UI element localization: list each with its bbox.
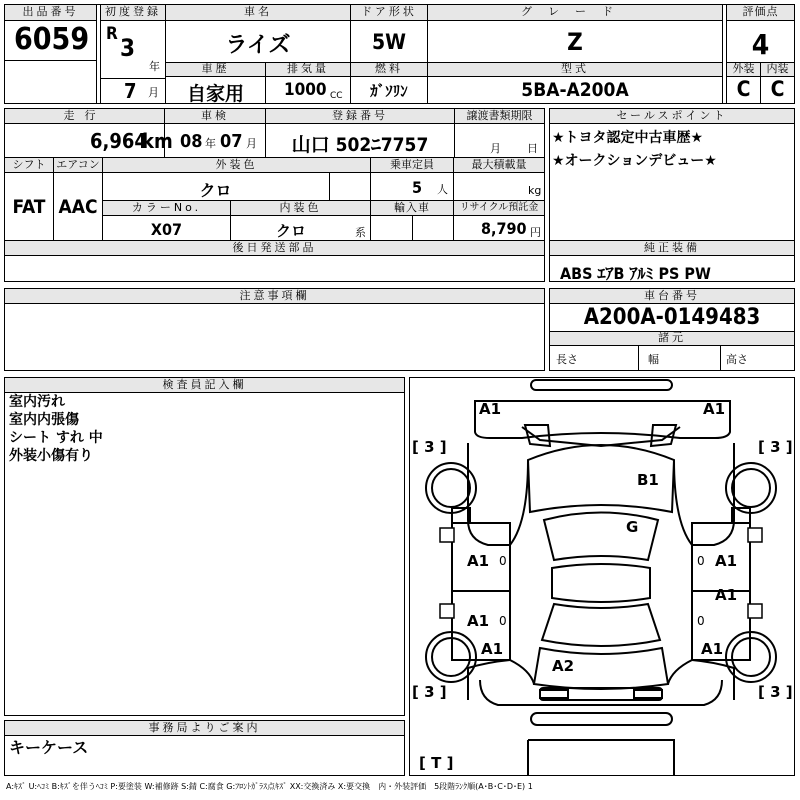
- inspection-year: 08: [180, 131, 203, 152]
- inspector-note-4: 外装小傷有り: [9, 448, 93, 464]
- tire-rl-reading: [ 3 ]: [412, 683, 447, 701]
- transfer-month-unit: 月: [490, 142, 501, 155]
- inspection-label: 車検: [165, 109, 265, 124]
- sales-point-1: ★トヨタ認定中古車歴★: [552, 130, 704, 146]
- door-type: 5W: [372, 30, 406, 54]
- height-label: 高さ: [726, 353, 748, 366]
- inspector-note-1: 室内汚れ: [9, 394, 65, 410]
- mark-hood: B1: [637, 471, 659, 489]
- inspection-year-unit: 年: [205, 137, 216, 150]
- reg-label: 初度登録: [101, 5, 165, 21]
- capacity-unit: 人: [437, 183, 448, 196]
- displacement-unit: CC: [330, 91, 343, 101]
- sales-point-2: ★オークションデビュー★: [552, 153, 717, 169]
- lot-label: 出品番号: [5, 5, 96, 21]
- lot-number: 6059: [14, 22, 90, 57]
- door-rl-zero: 0: [499, 614, 507, 628]
- mark-door-rl: A1: [467, 612, 490, 630]
- interior-score: C: [770, 77, 785, 101]
- door-fl-zero: 0: [499, 554, 507, 568]
- inspection-month: 07: [220, 131, 243, 152]
- history-label: 車歴: [166, 63, 265, 77]
- int-color-label: 内装色: [231, 201, 370, 216]
- grade: Z: [567, 28, 583, 56]
- color: クロ: [199, 181, 232, 200]
- int-color-unit: 系: [355, 226, 366, 239]
- recycle-label: リサイクル預託金: [454, 201, 544, 216]
- color-no: X07: [150, 220, 183, 239]
- score-label: 評価点: [727, 5, 794, 21]
- later-parts-label: 後日発送部品: [5, 241, 544, 256]
- year-unit: 年: [149, 60, 160, 73]
- tire-fl-reading: [ 3 ]: [412, 438, 447, 456]
- fuel: ｶﾞｿﾘﾝ: [370, 82, 408, 100]
- tire-fr-reading: [ 3 ]: [758, 438, 793, 456]
- import-label: 輸入車: [371, 201, 453, 216]
- shift: FAT: [12, 196, 46, 218]
- model-label: 型式: [428, 63, 722, 77]
- model: 5BA-A200A: [521, 79, 629, 101]
- door-label: ドア形状: [351, 5, 427, 21]
- color-label: 外装色: [103, 158, 370, 173]
- inspector-note-3: シート すれ 中: [9, 430, 103, 446]
- load-label: 最大積載量: [454, 158, 544, 173]
- inspector-label: 検査員記入欄: [5, 378, 404, 393]
- mark-windshield: G: [626, 518, 639, 536]
- recycle: 8,790: [481, 219, 527, 238]
- mark-door-fr: A1: [715, 552, 738, 570]
- width-label: 幅: [648, 353, 659, 366]
- chassis-number: A200A-0149483: [583, 305, 761, 330]
- equipment-label: 純正装備: [550, 241, 794, 256]
- inspector-note-2: 室内内張傷: [9, 412, 79, 428]
- capacity: 5: [412, 178, 423, 197]
- door-fr-zero: 0: [697, 554, 705, 568]
- plate-label: 登録番号: [266, 109, 454, 124]
- trunk-reading: [ T ]: [419, 754, 454, 772]
- ac: AAC: [58, 196, 98, 218]
- plate: 山口 502ﾆ7757: [291, 134, 429, 156]
- tire-rr-reading: [ 3 ]: [758, 683, 793, 701]
- color-no-label: カラーNo.: [103, 201, 230, 216]
- month-unit: 月: [148, 86, 159, 99]
- mark-rear-left: A1: [481, 640, 504, 658]
- length-label: 長さ: [556, 353, 578, 366]
- history: 自家用: [186, 83, 244, 105]
- interior-label: 内装: [761, 63, 794, 77]
- displacement: 1000: [284, 80, 327, 100]
- mark-rear: A2: [552, 657, 575, 675]
- exterior-score: C: [736, 77, 751, 101]
- mileage: 6,964: [90, 129, 147, 153]
- transfer-label: 譲渡書類期限: [455, 109, 544, 124]
- ac-label: エアコン: [54, 158, 102, 173]
- capacity-label: 乗車定員: [371, 158, 453, 173]
- spec-label: 諸元: [550, 332, 794, 346]
- sales-label: セールスポイント: [550, 109, 794, 124]
- mark-rear-right: A1: [701, 640, 724, 658]
- grade-label: グレード: [428, 5, 722, 21]
- shift-label: シフト: [5, 158, 53, 173]
- car-name: ライズ: [225, 33, 291, 58]
- car-name-label: 車名: [166, 5, 350, 21]
- office-note: キーケース: [9, 738, 89, 757]
- int-color: クロ: [275, 222, 306, 240]
- displacement-label: 排気量: [266, 63, 350, 77]
- chassis-label: 車台番号: [550, 289, 794, 304]
- recycle-unit: 円: [530, 226, 541, 239]
- mileage-unit: km: [142, 129, 173, 153]
- mark-door-fl: A1: [467, 552, 490, 570]
- reg-month: 7: [124, 79, 137, 103]
- reg-year: 3: [120, 34, 136, 62]
- score: 4: [751, 28, 770, 61]
- office-label: 事務局よりご案内: [5, 721, 404, 736]
- load-unit: kg: [528, 184, 542, 197]
- reg-era: R: [106, 24, 118, 44]
- mark-front-left: A1: [479, 400, 502, 418]
- caution-label: 注意事項欄: [5, 289, 544, 304]
- mileage-label: 走行: [5, 109, 164, 124]
- door-rr-zero: 0: [697, 614, 705, 628]
- fuel-label: 燃料: [351, 63, 427, 77]
- mark-front-right: A1: [703, 400, 726, 418]
- transfer-day-unit: 日: [527, 142, 538, 155]
- legend: A:ｷｽﾞ U:ﾍｺﾐ B:ｷｽﾞを伴うﾍｺﾐ P:要塗装 W:補修跡 S:錆 C:腐食 G:ﾌﾛﾝﾄｶﾞﾗｽ点ｷｽﾞ XX:交換済み X:要交換 内・外装評価 5段階ﾗﾝｸ順(A･B･C･D･E) 1: [6, 782, 533, 791]
- mark-door-rr: A1: [715, 586, 738, 604]
- equipment: ABS ｴｱB ｱﾙﾐ PS PW: [560, 264, 711, 283]
- car-outline: [409, 377, 795, 776]
- inspection-month-unit: 月: [246, 137, 257, 150]
- exterior-label: 外装: [727, 63, 760, 77]
